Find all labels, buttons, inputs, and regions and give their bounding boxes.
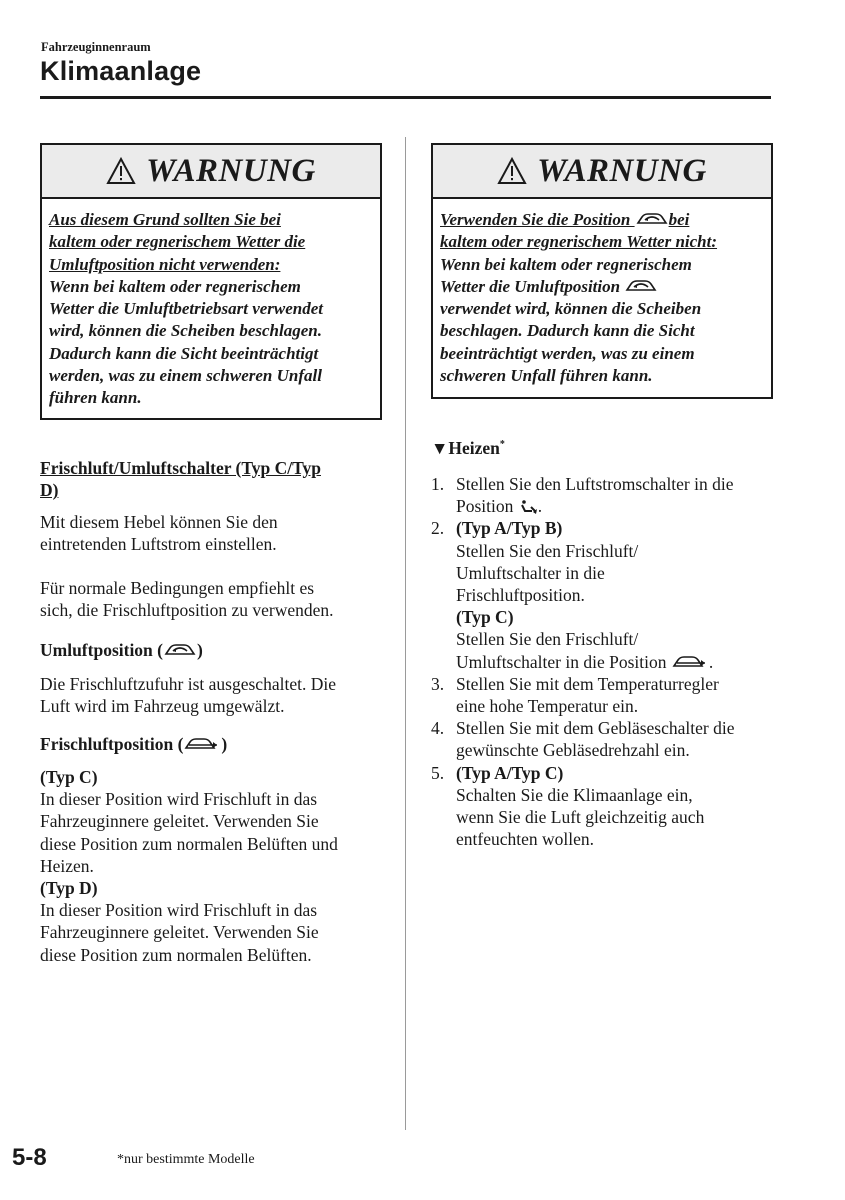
text-line: Stellen Sie den Frischluft/ — [456, 540, 639, 561]
step-text — [456, 717, 776, 761]
step-number: 2. — [431, 518, 445, 539]
warning-header — [42, 145, 380, 199]
text-line: sich, die Frischluftposition zu verwenden. — [40, 600, 334, 621]
type-label: (Typ C) — [456, 607, 514, 628]
warning-line: Aus diesem Grund sollten Sie bei — [49, 210, 281, 229]
text-line: In dieser Position wird Frischluft in das — [40, 789, 318, 810]
list-item — [431, 762, 776, 851]
type-label: (Typ C) — [40, 767, 98, 787]
warning-line: Wetter die Umluftbetriebsart verwendet — [49, 299, 324, 319]
warning-triangle-icon — [106, 157, 136, 185]
warning-line: Wenn bei kaltem oder regnerischem — [49, 276, 301, 296]
warning-triangle-icon — [497, 157, 527, 185]
text-line: wenn Sie die Luft gleichzeitig auch — [456, 807, 705, 828]
page-number: 5-8 — [12, 1144, 47, 1171]
text-line: Heizen. — [40, 855, 94, 876]
list-item — [431, 517, 776, 672]
text-line — [456, 651, 776, 673]
step-number: 4. — [431, 718, 445, 739]
warning-line — [440, 209, 761, 231]
type-label: (Typ A/Typ B) — [456, 518, 563, 539]
warning-line: führen kann. — [49, 388, 142, 408]
warning-text: bei — [668, 210, 690, 229]
footnote: *nur bestimmte Modelle — [117, 1152, 255, 1167]
text: Position — [456, 496, 518, 517]
text-line: Mit diesem Hebel können Sie den — [40, 512, 278, 532]
text-line: In dieser Position wird Frischluft in das — [40, 900, 318, 921]
warning-box-right — [431, 143, 773, 399]
warning-line: Dadurch kann die Sicht beeinträchtigt — [49, 343, 319, 363]
text-line: diese Position zum normalen Belüften und — [40, 833, 338, 854]
warning-body — [433, 199, 771, 399]
warning-text: Wetter die Umluftposition — [440, 276, 621, 296]
recirculation-icon — [624, 277, 658, 295]
paragraph — [40, 673, 336, 717]
text-line: Frischluftposition. — [456, 585, 585, 606]
fresh-heading — [40, 733, 227, 755]
step-text — [456, 473, 776, 517]
step-text — [456, 762, 776, 851]
footnote-marker: * — [499, 439, 505, 451]
heading-text: Frischluftposition ( — [40, 734, 184, 754]
warning-line: schweren Unfall führen kann. — [440, 366, 653, 386]
step-number: 5. — [431, 762, 445, 783]
list-item — [431, 673, 776, 717]
step-text — [456, 673, 776, 717]
steps-list — [431, 473, 776, 850]
column-divider — [405, 137, 406, 1130]
text: Umluftschalter in die Position — [456, 651, 671, 672]
title-divider — [40, 96, 771, 99]
warning-body — [42, 199, 380, 422]
text-line: Fahrzeuginnere geleitet. Verwenden Sie — [40, 811, 319, 832]
text-line: diese Position zum normalen Belüften. — [40, 944, 312, 965]
warning-box-left — [40, 143, 382, 420]
warning-line: kaltem oder regnerischem Wetter nicht: — [440, 232, 718, 252]
heading-text: ) — [197, 640, 203, 660]
triangle-marker-icon: ▼ — [431, 438, 449, 458]
heading-text: Umluftposition ( — [40, 640, 163, 660]
warning-line: wird, können die Scheiben beschlagen. — [49, 321, 322, 341]
text-line: Stellen Sie mit dem Temperaturregler — [456, 673, 719, 694]
warning-line: Wenn bei kaltem oder regnerischem — [440, 254, 692, 274]
step-number: 1. — [431, 474, 445, 494]
text-line: Die Frischluftzufuhr ist ausgeschaltet. Die — [40, 674, 336, 694]
fresh-air-icon — [671, 653, 709, 671]
warning-line — [440, 276, 761, 298]
type-label: (Typ D) — [40, 878, 98, 899]
text-line: entfeuchten wollen. — [456, 829, 595, 850]
recirculation-icon — [163, 641, 197, 659]
warning-line: beeinträchtigt werden, was zu einem — [440, 343, 695, 363]
warning-line: Umluftposition nicht verwenden: — [49, 254, 281, 274]
step-text — [456, 517, 776, 672]
list-item — [431, 473, 776, 517]
text-line: Fahrzeuginnere geleitet. Verwenden Sie — [40, 922, 319, 943]
warning-title: WARNUNG — [537, 152, 707, 189]
page-title: Klimaanlage — [40, 56, 202, 86]
text-line: Stellen Sie den Frischluft/ — [456, 629, 639, 650]
warning-line: beschlagen. Dadurch kann die Sicht — [440, 321, 695, 341]
step-number: 3. — [431, 673, 445, 694]
type-label: (Typ A/Typ C) — [456, 762, 564, 783]
warning-line: werden, was zu einem schweren Unfall — [49, 366, 322, 386]
text-line: eine hohe Temperatur ein. — [456, 696, 639, 717]
list-item — [431, 717, 776, 761]
text-line: eintretenden Luftstrom einstellen. — [40, 534, 277, 555]
warning-title: WARNUNG — [146, 152, 316, 189]
heizen-heading — [431, 438, 505, 459]
fresh-air-icon — [183, 735, 221, 753]
switch-heading-line: Frischluft/Umluftschalter (Typ C/Typ — [40, 458, 321, 478]
section-label: Fahrzeuginnenraum — [41, 40, 151, 54]
warning-line: kaltem oder regnerischem Wetter die — [49, 232, 306, 252]
text-line — [456, 495, 776, 517]
text-line: Luft wird im Fahrzeug umgewälzt. — [40, 696, 285, 717]
floor-vent-icon — [518, 499, 538, 515]
recirc-heading — [40, 639, 203, 661]
warning-line: verwendet wird, können die Scheiben — [440, 299, 702, 319]
text-line: Schalten Sie die Klimaanlage ein, — [456, 784, 693, 805]
text-line: Stellen Sie den Luftstromschalter in die — [456, 474, 734, 494]
switch-heading — [40, 457, 380, 501]
heading-text: ) — [221, 734, 228, 754]
recirculation-icon — [635, 210, 669, 228]
typ-c-block — [40, 766, 338, 966]
text-line: Umluftschalter in die — [456, 562, 605, 583]
text-line: Stellen Sie mit dem Gebläseschalter die — [456, 718, 735, 739]
warning-header — [433, 145, 771, 199]
warning-text: Verwenden Sie die Position — [440, 210, 635, 229]
text: . — [708, 651, 714, 672]
switch-heading-line: D) — [40, 480, 59, 501]
heading-text: Heizen — [448, 438, 500, 458]
paragraph — [40, 577, 334, 621]
text-line: gewünschte Gebläsedrehzahl ein. — [456, 740, 690, 761]
text: . — [537, 496, 543, 517]
text-line: Für normale Bedingungen empfiehlt es — [40, 578, 315, 598]
paragraph — [40, 511, 278, 555]
